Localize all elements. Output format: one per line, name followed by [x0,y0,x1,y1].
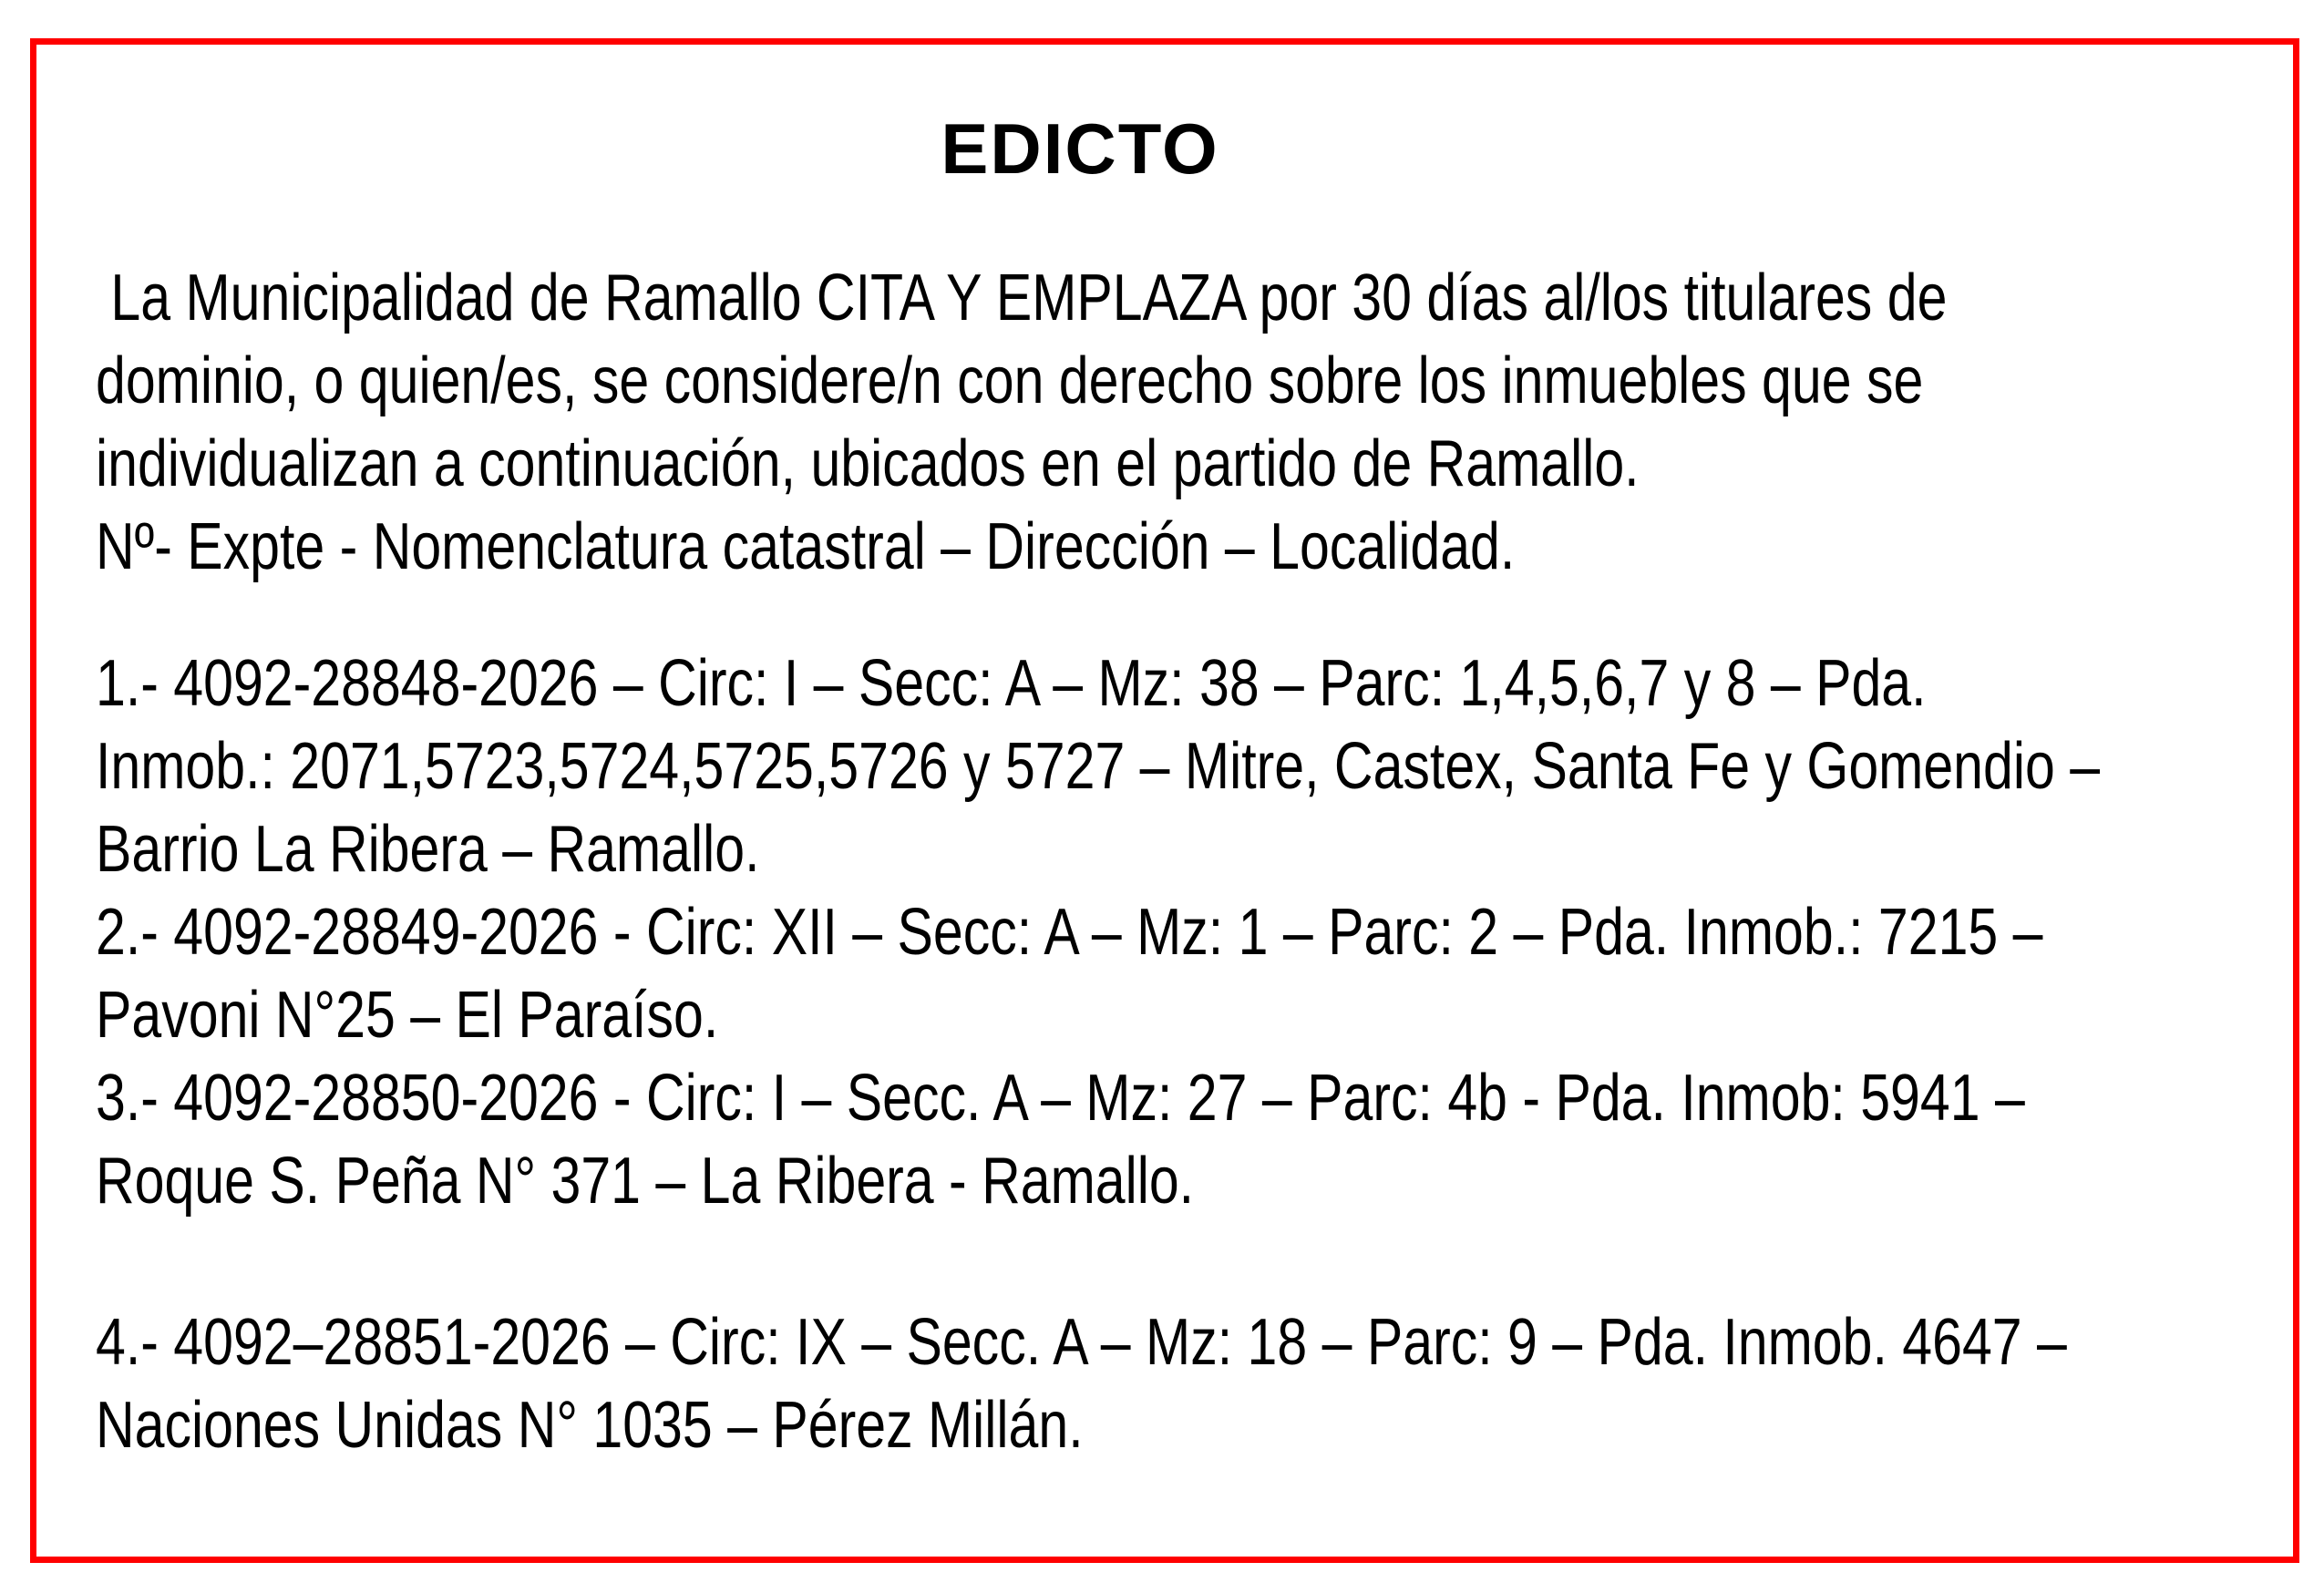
intro-paragraph [96,257,2324,589]
item-1-line: Barrio La Ribera – Ramallo. [96,813,760,886]
item-1-line: Inmob.: 2071,5723,5724,5725,5726 y 5727 – Mitre, Castex, Santa Fe y Gomendio – [96,730,2101,803]
intro-line: La Municipalidad de Ramallo CITA Y EMPLAZA por 30 días al/los titulares de [96,262,1948,334]
edict-title: EDICTO [941,108,1219,189]
intro-line: individualizan a continuación, ubicados en el partido de Ramallo. [96,427,1640,500]
item-1-line: 1.- 4092-28848-2026 – Circ: I – Secc: A – Mz: 38 – Parc: 1,4,5,6,7 y 8 – Pda. [96,647,1927,720]
intro-line: dominio, o quien/es, se considere/n con derecho sobre los inmuebles que se [96,344,1924,417]
item-3-line: Roque S. Peña N° 371 – La Ribera - Ramallo. [96,1145,1195,1218]
item-3-line: 3.- 4092-28850-2026 - Circ: I – Secc. A – Mz: 27 – Parc: 4b - Pda. Inmob: 5941 – [96,1062,2025,1135]
property-list [96,642,2324,1223]
column-legend: Nº- Expte - Nomenclatura catastral – Dirección – Localidad. [96,510,1516,583]
item-4-line: Naciones Unidas N° 1035 – Pérez Millán. [96,1389,1084,1462]
item-4-line: 4.- 4092–28851-2026 – Circ: IX – Secc. A – Mz: 18 – Parc: 9 – Pda. Inmob. 4647 – [96,1306,2067,1379]
item-2-line: 2.- 4092-28849-2026 - Circ: XII – Secc: A – Mz: 1 – Parc: 2 – Pda. Inmob.: 7215 – [96,896,2043,969]
item-2-line: Pavoni N°25 – El Paraíso. [96,979,719,1052]
property-item-4 [96,1301,2324,1467]
